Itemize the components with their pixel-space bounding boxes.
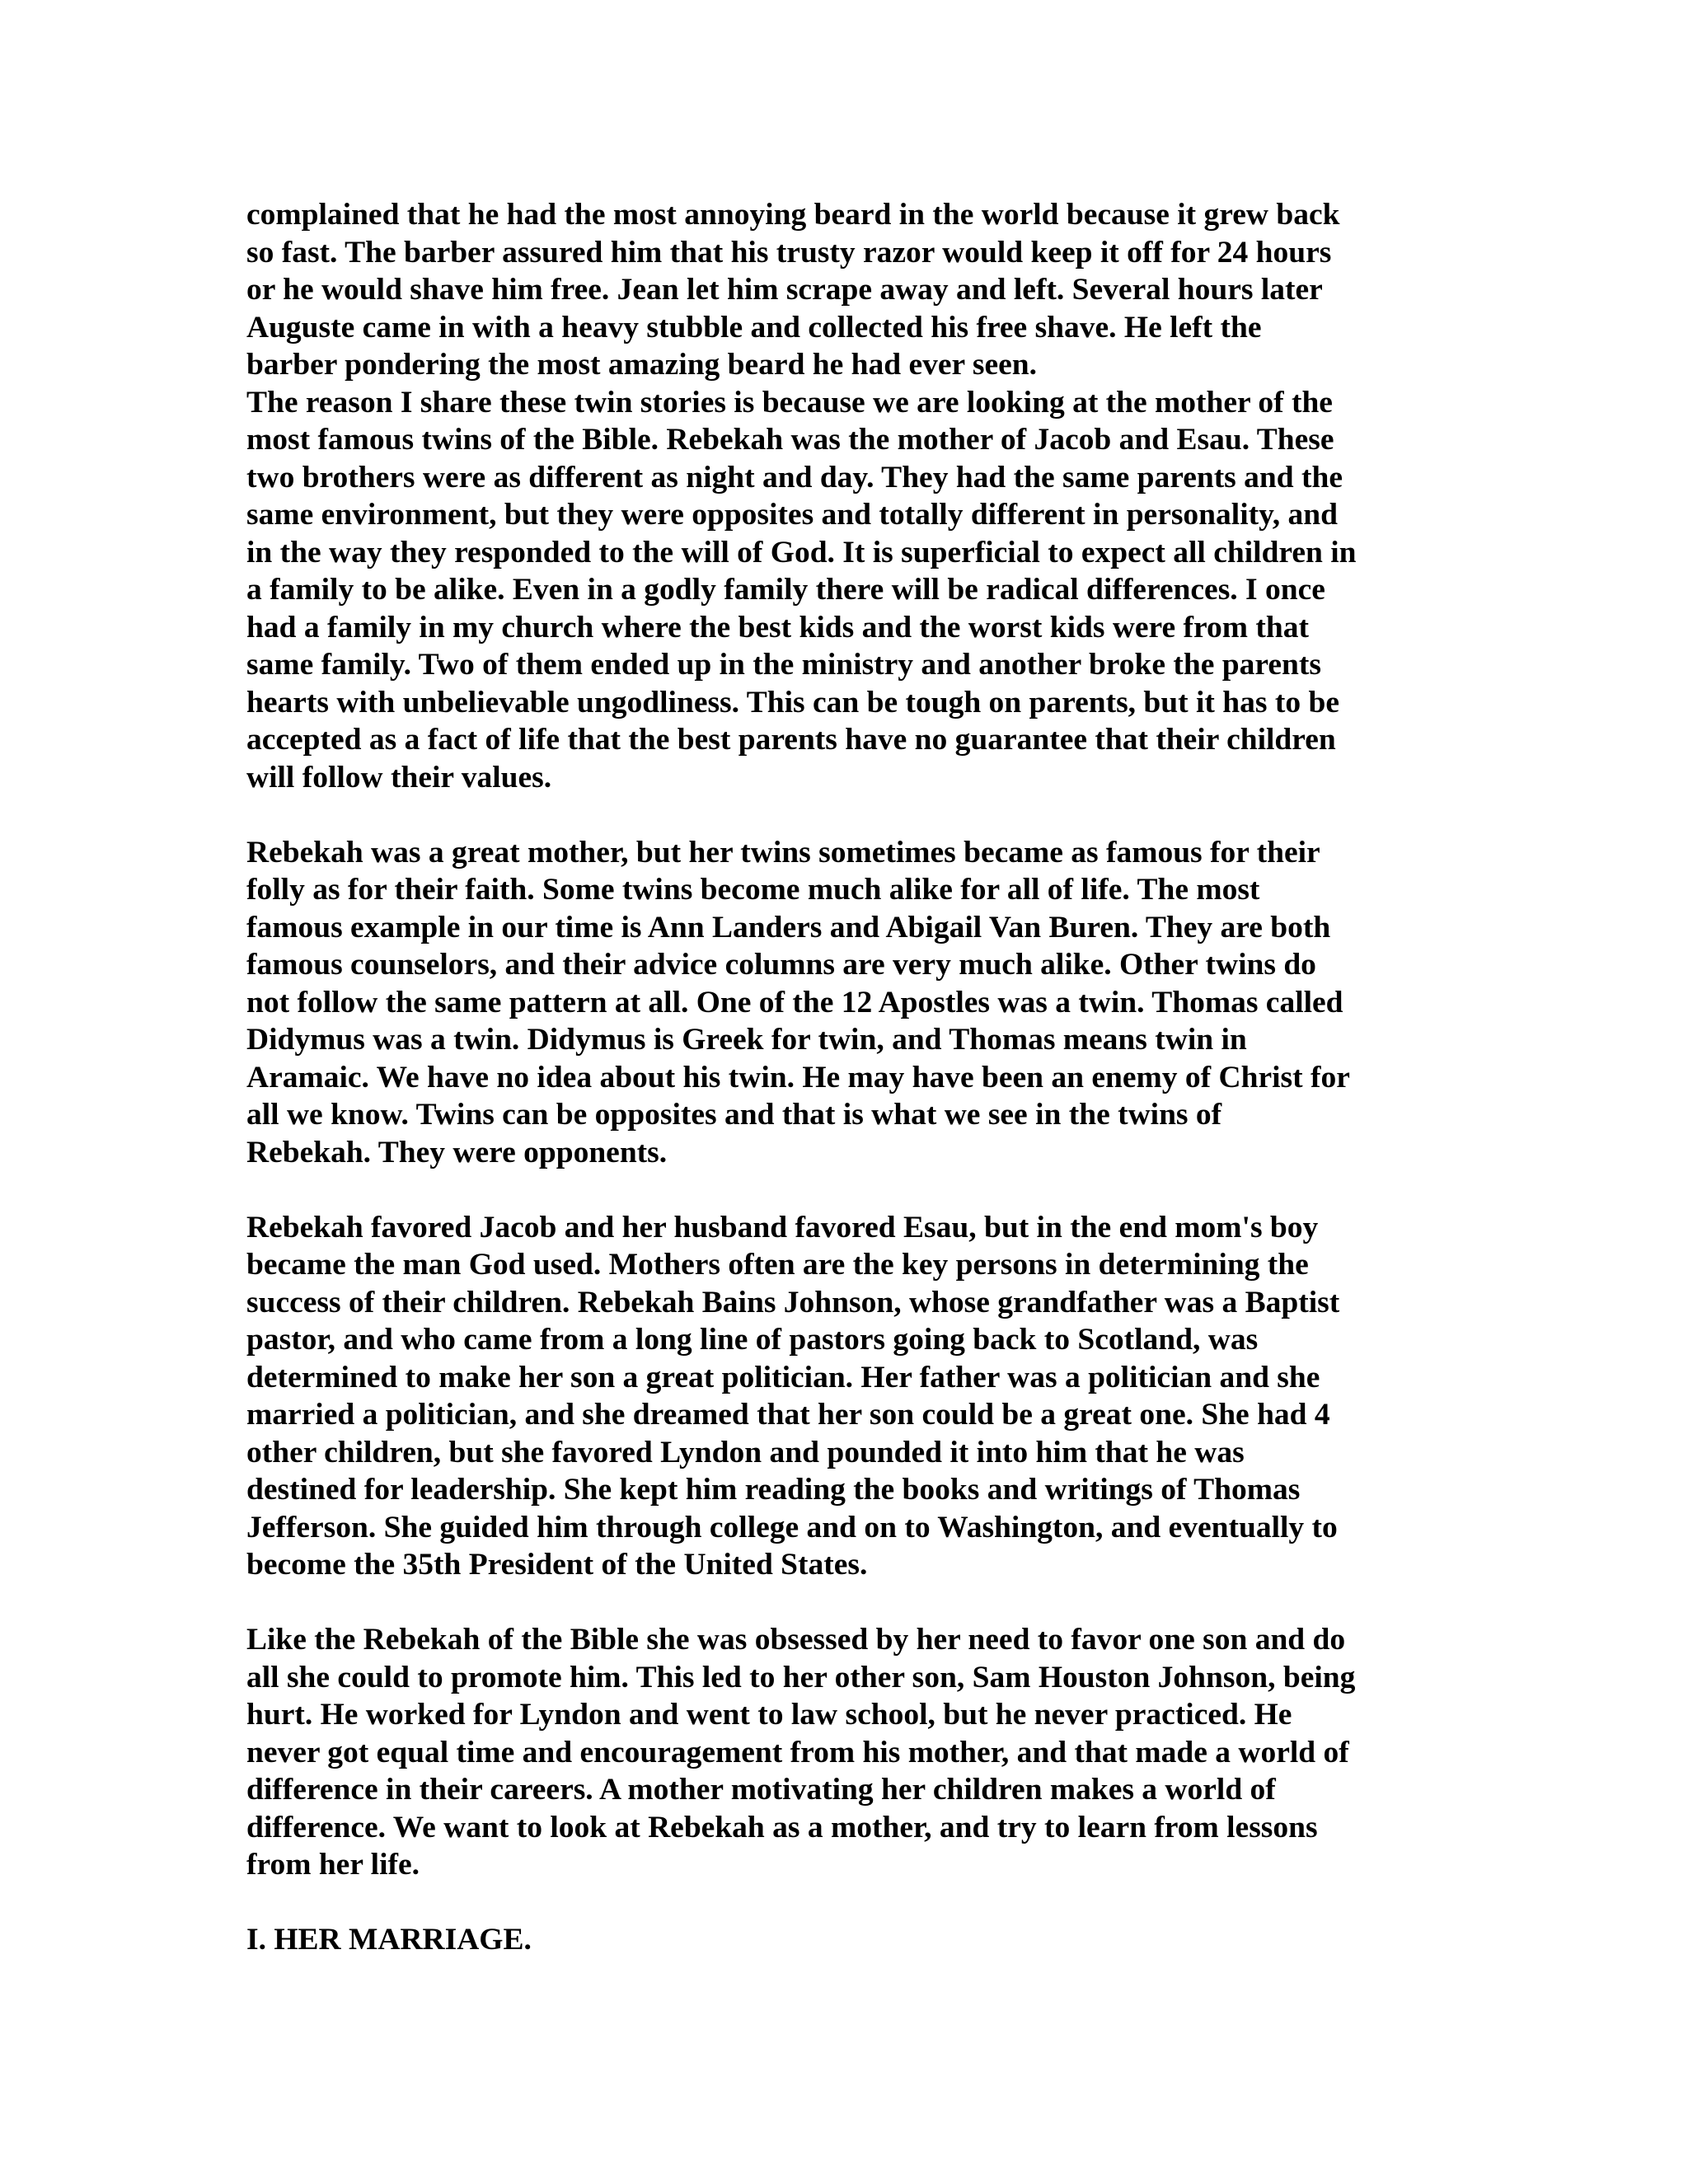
text-line: become the 35th President of the United States. (246, 1548, 868, 1582)
text-line: never got equal time and encouragement from his mother, and that made a world of (246, 1735, 1349, 1769)
paragraph-5 (246, 1621, 1466, 1884)
text-line: hurt. He worked for Lyndon and went to law school, but he never practiced. He (246, 1698, 1292, 1732)
text-line: Like the Rebekah of the Bible she was obsessed by her need to favor one son and do (246, 1623, 1346, 1657)
text-line: success of their children. Rebekah Bains Johnson, whose grandfather was a Baptist (246, 1285, 1340, 1319)
text-line: Rebekah favored Jacob and her husband favored Esau, but in the end mom's boy (246, 1210, 1319, 1244)
text-line: not follow the same pattern at all. One of the 12 Apostles was a twin. Thomas called (246, 985, 1343, 1019)
text-line: most famous twins of the Bible. Rebekah was the mother of Jacob and Esau. These (246, 423, 1334, 457)
text-line: pastor, and who came from a long line of pastors going back to Scotland, was (246, 1323, 1259, 1357)
text-line: determined to make her son a great politician. Her father was a politician and she (246, 1360, 1320, 1394)
text-line: so fast. The barber assured him that his trusty razor would keep it off for 24 hours (246, 235, 1332, 269)
text-line: The reason I share these twin stories is because we are looking at the mother of the (246, 385, 1333, 419)
text-line: had a family in my church where the best kids and the worst kids were from that (246, 610, 1309, 644)
text-line: married a politician, and she dreamed that her son could be a great one. She had 4 (246, 1398, 1330, 1432)
text-line: or he would shave him free. Jean let him scrape away and left. Several hours later (246, 273, 1323, 307)
text-line: Jefferson. She guided him through college and on to Washington, and eventually to (246, 1510, 1338, 1544)
text-line: difference in their careers. A mother motivating her children makes a world of (246, 1773, 1276, 1807)
text-line: in the way they responded to the will of God. It is superficial to expect all children in (246, 535, 1357, 569)
paragraph-1 (246, 196, 1466, 384)
paragraph-3 (246, 834, 1466, 1172)
text-line: all we know. Twins can be opposites and that is what we see in the twins of (246, 1098, 1222, 1132)
text-line: famous counselors, and their advice columns are very much alike. Other twins do (246, 948, 1316, 982)
text-line: two brothers were as different as night and day. They had the same parents and the (246, 460, 1343, 494)
text-line: hearts with unbelievable ungodliness. This can be tough on parents, but it has to be (246, 685, 1339, 719)
text-line: Rebekah. They were opponents. (246, 1135, 668, 1169)
text-line: other children, but she favored Lyndon and pounded it into him that he was (246, 1435, 1245, 1469)
paragraph-4 (246, 1209, 1466, 1584)
text-line: famous example in our time is Ann Landers and Abigail Van Buren. They are both (246, 910, 1331, 944)
text-line: will follow their values. (246, 760, 552, 794)
text-line: a family to be alike. Even in a godly family there will be radical differences. I once (246, 573, 1325, 607)
text-line: barber pondering the most amazing beard he had ever seen. (246, 348, 1038, 382)
text-line: complained that he had the most annoying beard in the world because it grew back (246, 198, 1340, 232)
text-line: all she could to promote him. This led to her other son, Sam Houston Johnson, being (246, 1660, 1356, 1694)
text-line: Didymus was a twin. Didymus is Greek for twin, and Thomas means twin in (246, 1023, 1247, 1057)
text-line: became the man God used. Mothers often are the key persons in determining the (246, 1248, 1309, 1282)
text-line: from her life. (246, 1848, 420, 1882)
text-line: Rebekah was a great mother, but her twins sometimes became as famous for their (246, 835, 1320, 869)
text-line: difference. We want to look at Rebekah as a mother, and try to learn from lessons (246, 1810, 1318, 1844)
text-line: destined for leadership. She kept him reading the books and writings of Thomas (246, 1473, 1301, 1507)
text-line: Auguste came in with a heavy stubble and collected his free shave. He left the (246, 310, 1262, 344)
document-page (246, 196, 1466, 1959)
text-line: same family. Two of them ended up in the ministry and another broke the parents (246, 648, 1321, 682)
heading-text: I. HER MARRIAGE. (246, 1923, 532, 1957)
section-heading (246, 1921, 1466, 1959)
text-line: Aramaic. We have no idea about his twin. He may have been an enemy of Christ for (246, 1060, 1350, 1094)
text-line: same environment, but they were opposites and totally different in personality, and (246, 498, 1338, 532)
text-line: folly as for their faith. Some twins become much alike for all of life. The most (246, 873, 1260, 907)
text-line: accepted as a fact of life that the best parents have no guarantee that their children (246, 723, 1336, 757)
paragraph-2 (246, 384, 1466, 797)
